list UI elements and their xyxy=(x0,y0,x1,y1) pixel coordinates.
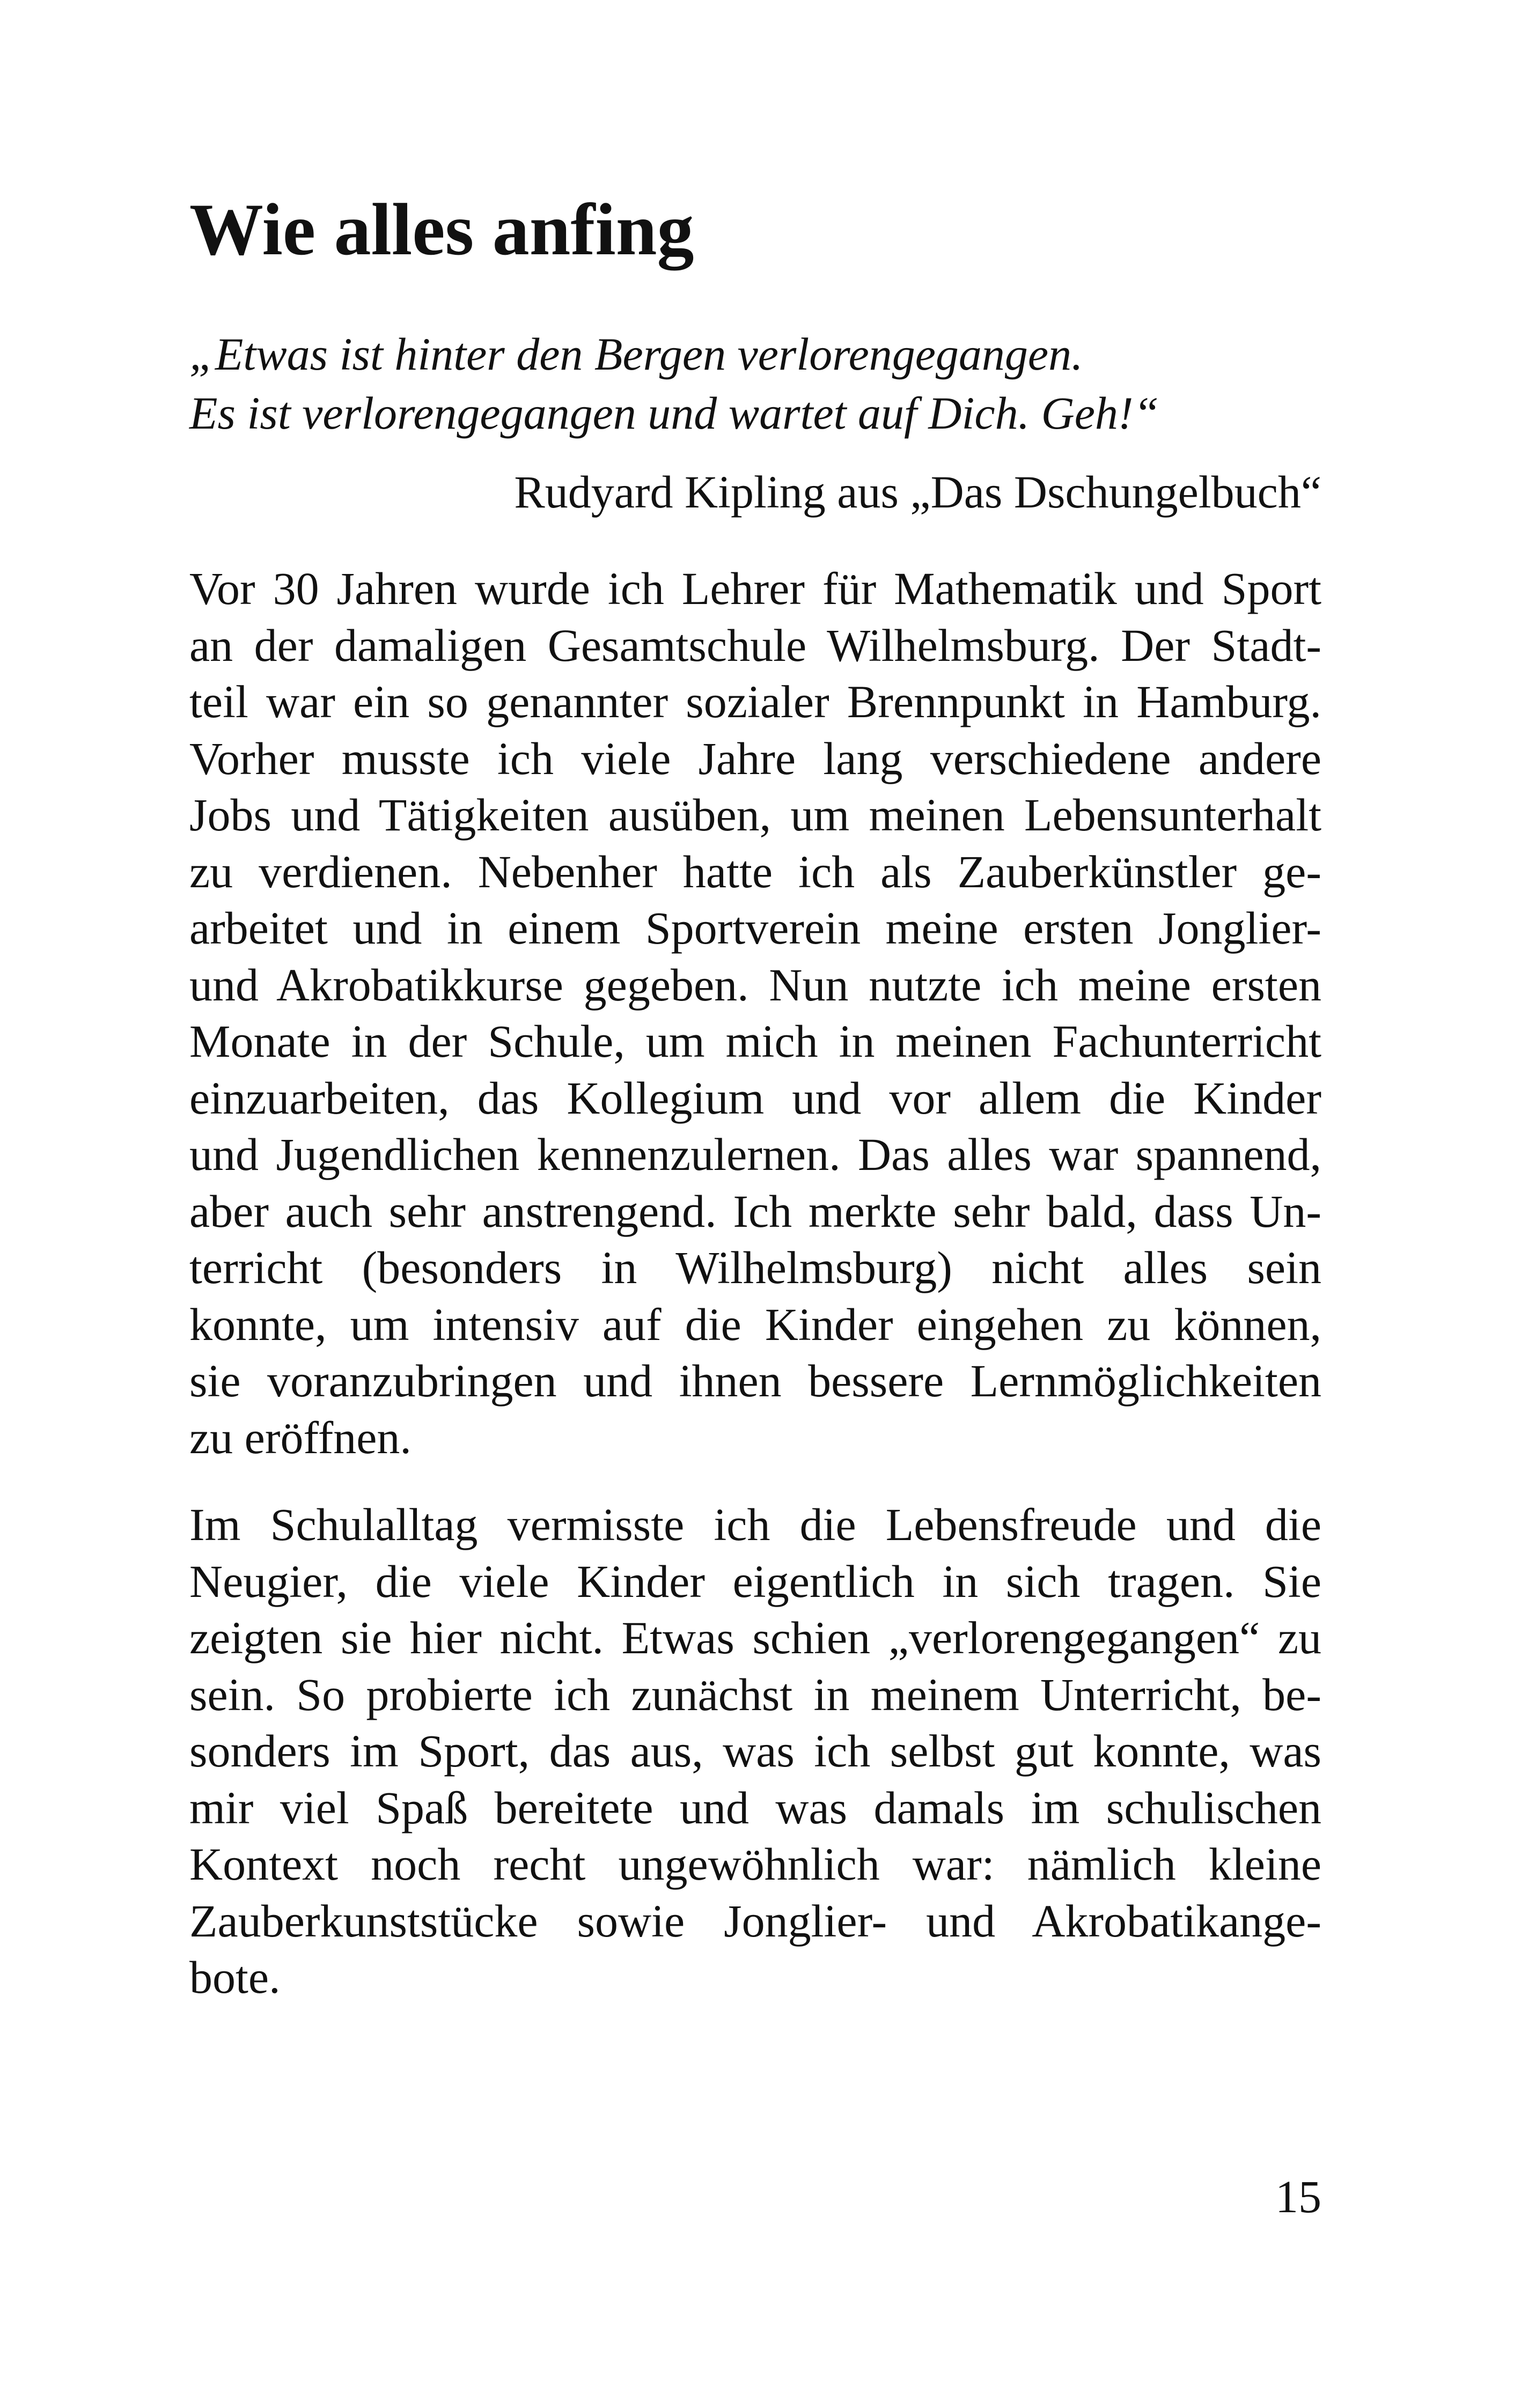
text-line: zeigten sie hier nicht. Etwas schien „verlorengegangen“ zu xyxy=(189,1612,1321,1663)
text-line: und Jugendlichen kennenzulernen. Das alles war spannend, xyxy=(189,1129,1321,1180)
text-line: arbeitet und in einem Sportverein meine ersten Jonglier- xyxy=(189,902,1321,954)
text-line: Kontext noch recht ungewöhnlich war: nämlich kleine xyxy=(189,1838,1321,1890)
book-page xyxy=(189,0,1321,2408)
text-line: zu verdienen. Nebenher hatte ich als Zauberkünstler ge- xyxy=(189,845,1321,897)
epigraph-line: Es ist verlorengegangen und wartet auf Dich. Geh!“ xyxy=(189,387,1159,439)
body-paragraph-1 xyxy=(189,561,1321,1466)
text-line: Vor 30 Jahren wurde ich Lehrer für Mathematik und Sport xyxy=(189,563,1321,614)
epigraph-quote xyxy=(189,325,1321,443)
body-paragraph-2 xyxy=(189,1497,1321,2006)
text-line: konnte, um intensiv auf die Kinder eingehen zu können, xyxy=(189,1298,1321,1350)
text-line: bote. xyxy=(189,1952,281,2003)
text-line: zu eröffnen. xyxy=(189,1411,412,1463)
text-line: und Akrobatikkurse gegeben. Nun nutzte ich meine ersten xyxy=(189,959,1321,1011)
text-line: an der damaligen Gesamtschule Wilhelmsburg. Der Stadt- xyxy=(189,619,1321,671)
text-line: Jobs und Tätigkeiten ausüben, um meinen Lebensunterhalt xyxy=(189,789,1321,841)
page-number: 15 xyxy=(1275,2171,1321,2222)
text-line: sonders im Sport, das aus, was ich selbst gut konnte, was xyxy=(189,1725,1321,1777)
chapter-title: Wie alles anfing xyxy=(189,188,694,270)
text-line: terricht (besonders in Wilhelmsburg) nicht alles sein xyxy=(189,1242,1321,1293)
text-line: mir viel Spaß bereitete und was damals im schulischen xyxy=(189,1781,1321,1833)
text-line: teil war ein so genannter sozialer Brennpunkt in Hamburg. xyxy=(189,676,1321,727)
text-line: einzuarbeiten, das Kollegium und vor allem die Kinder xyxy=(189,1072,1321,1124)
text-line: sein. So probierte ich zunächst in meinem Unterricht, be- xyxy=(189,1668,1321,1720)
text-line: Vorher musste ich viele Jahre lang verschiedene andere xyxy=(189,732,1321,784)
text-line: Im Schulalltag vermisste ich die Lebensfreude und die xyxy=(189,1499,1321,1550)
text-line: Monate in der Schule, um mich in meinen Fachunterricht xyxy=(189,1015,1321,1067)
text-line: sie voranzubringen und ihnen bessere Lernmöglichkeiten xyxy=(189,1355,1321,1406)
text-line: aber auch sehr anstrengend. Ich merkte sehr bald, dass Un- xyxy=(189,1185,1321,1237)
text-line: Zauberkunststücke sowie Jonglier- und Akrobatikange- xyxy=(189,1895,1321,1947)
epigraph-line: „Etwas ist hinter den Bergen verlorengegangen. xyxy=(189,328,1083,380)
text-line: Neugier, die viele Kinder eigentlich in sich tragen. Sie xyxy=(189,1555,1321,1607)
epigraph-attribution: Rudyard Kipling aus „Das Dschungelbuch“ xyxy=(514,466,1321,518)
